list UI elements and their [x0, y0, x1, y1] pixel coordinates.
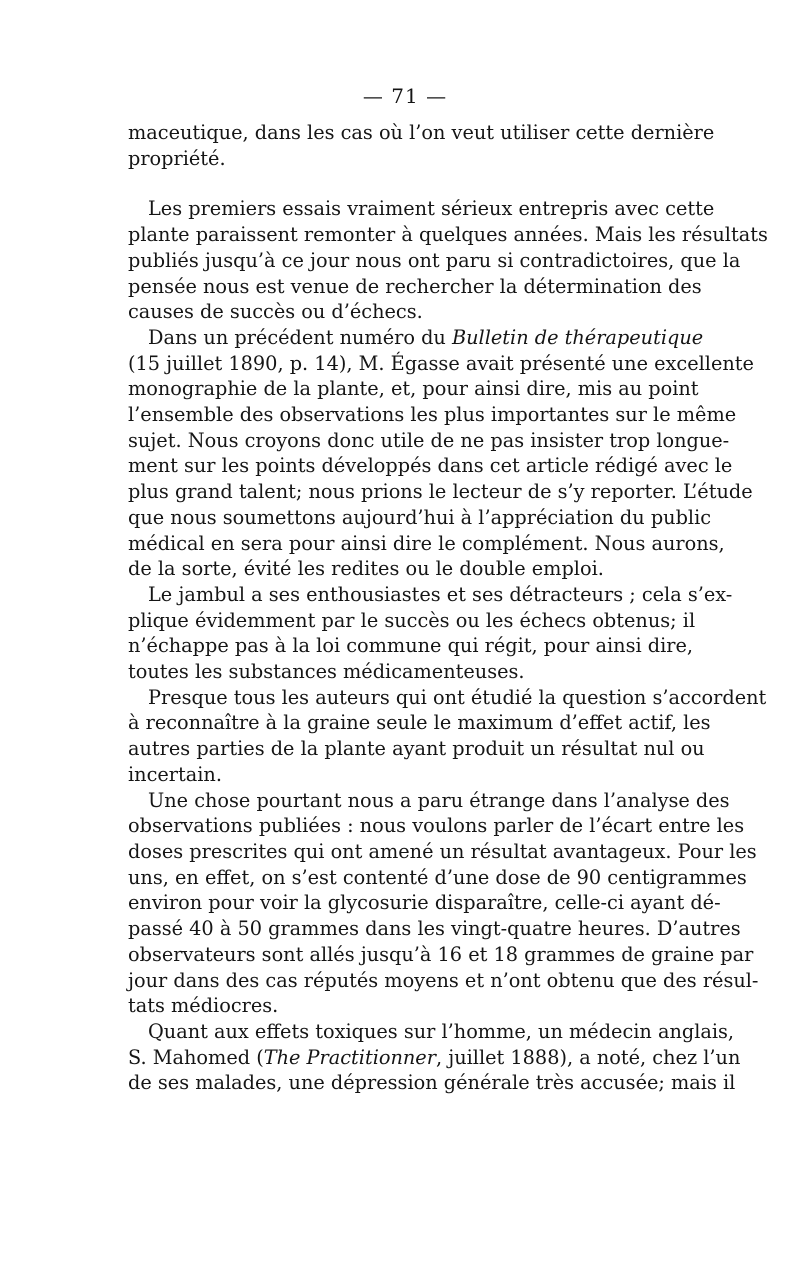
- text-line: monographie de la plante, et, pour ainsi dire, mis au point: [128, 377, 699, 401]
- text-line: Une chose pourtant nous a paru étrange dans l’analyse des: [148, 788, 730, 812]
- paragraph: [128, 325, 754, 582]
- text-line: que nous soumettons aujourd’hui à l’appréciation du public: [128, 505, 712, 529]
- text-line: à reconnaître à la graine seule le maximum d’effet actif, les: [128, 711, 711, 735]
- text-line: propriété.: [128, 146, 226, 170]
- text-line: ment sur les points développés dans cet article rédigé avec le: [128, 454, 733, 478]
- text-line: observations publiées : nous voulons parler de l’écart entre les: [128, 814, 745, 838]
- text-line: toutes les substances médicamenteuses.: [128, 660, 525, 684]
- text-line: plante paraissent remonter à quelques années. Mais les résultats: [128, 223, 768, 247]
- text-run: , juillet 1888), a noté, chez l’un: [435, 1045, 741, 1069]
- paragraph: [128, 582, 733, 685]
- text-line: observateurs sont allés jusqu’à 16 et 18 grammes de graine par: [128, 942, 754, 966]
- text-line: publiés jusqu’à ce jour nous ont paru si contradictoires, que la: [128, 248, 741, 272]
- paragraph: [128, 196, 768, 325]
- journal-title: The Practitionner: [263, 1045, 436, 1069]
- text-line: de la sorte, évité les redites ou le double emploi.: [128, 557, 604, 581]
- text-line: autres parties de la plante ayant produit un résultat nul ou: [128, 737, 705, 761]
- text-line: uns, en effet, on s’est contenté d’une dose de 90 centigrammes: [128, 865, 747, 889]
- text-line: maceutique, dans les cas où l’on veut utiliser cette dernière: [128, 121, 715, 144]
- text-line: pensée nous est venue de rechercher la détermination des: [128, 274, 702, 298]
- text-line: de ses malades, une dépression générale très accusée; mais il: [128, 1071, 736, 1095]
- text-line: passé 40 à 50 grammes dans les vingt-quatre heures. D’autres: [128, 917, 741, 941]
- text-line: Presque tous les auteurs qui ont étudié la question s’accordent: [148, 685, 767, 709]
- book-page: [128, 84, 768, 1096]
- paragraph: [128, 120, 715, 171]
- text-run: Dans un précédent numéro du: [148, 325, 452, 349]
- text-line: plique évidemment par le succès ou les échecs obtenus; il: [128, 608, 696, 632]
- text-line: Les premiers essais vraiment sérieux entrepris avec cette: [148, 197, 715, 221]
- text-line: incertain.: [128, 762, 222, 786]
- text-line: tats médiocres.: [128, 994, 279, 1018]
- text-line: l’ensemble des observations les plus importantes sur le même: [128, 403, 737, 427]
- journal-title: Bulletin de thérapeutique: [451, 325, 704, 349]
- text-line: environ pour voir la glycosurie disparaître, celle-ci ayant dé-: [128, 891, 721, 915]
- text-line: Le jambul a ses enthousiastes et ses détracteurs ; cela s’ex-: [148, 582, 733, 606]
- text-line: jour dans des cas réputés moyens et n’ont obtenu que des résul-: [128, 968, 759, 992]
- paragraph: [128, 1019, 741, 1096]
- text-line: sujet. Nous croyons donc utile de ne pas insister trop longue-: [128, 428, 730, 452]
- text-run: S. Mahomed (: [128, 1045, 264, 1069]
- text-line: plus grand talent; nous prions le lecteur de s’y reporter. L’étude: [128, 480, 753, 504]
- paragraph: [128, 788, 759, 1019]
- text-line: médical en sera pour ainsi dire le complément. Nous aurons,: [128, 531, 725, 555]
- text-line: Quant aux effets toxiques sur l’homme, un médecin anglais,: [148, 1019, 735, 1043]
- text-line: [128, 1045, 741, 1071]
- text-line: causes de succès ou d’échecs.: [128, 300, 423, 324]
- text-line: (15 juillet 1890, p. 14), M. Égasse avait présenté une excellente: [128, 351, 754, 375]
- paragraph: [128, 685, 767, 788]
- page-number: — 71 —: [362, 84, 448, 108]
- text-line: doses prescrites qui ont amené un résultat avantageux. Pour les: [128, 839, 757, 863]
- text-line: n’échappe pas à la loi commune qui régit, pour ainsi dire,: [128, 634, 694, 658]
- text-line: [128, 325, 704, 351]
